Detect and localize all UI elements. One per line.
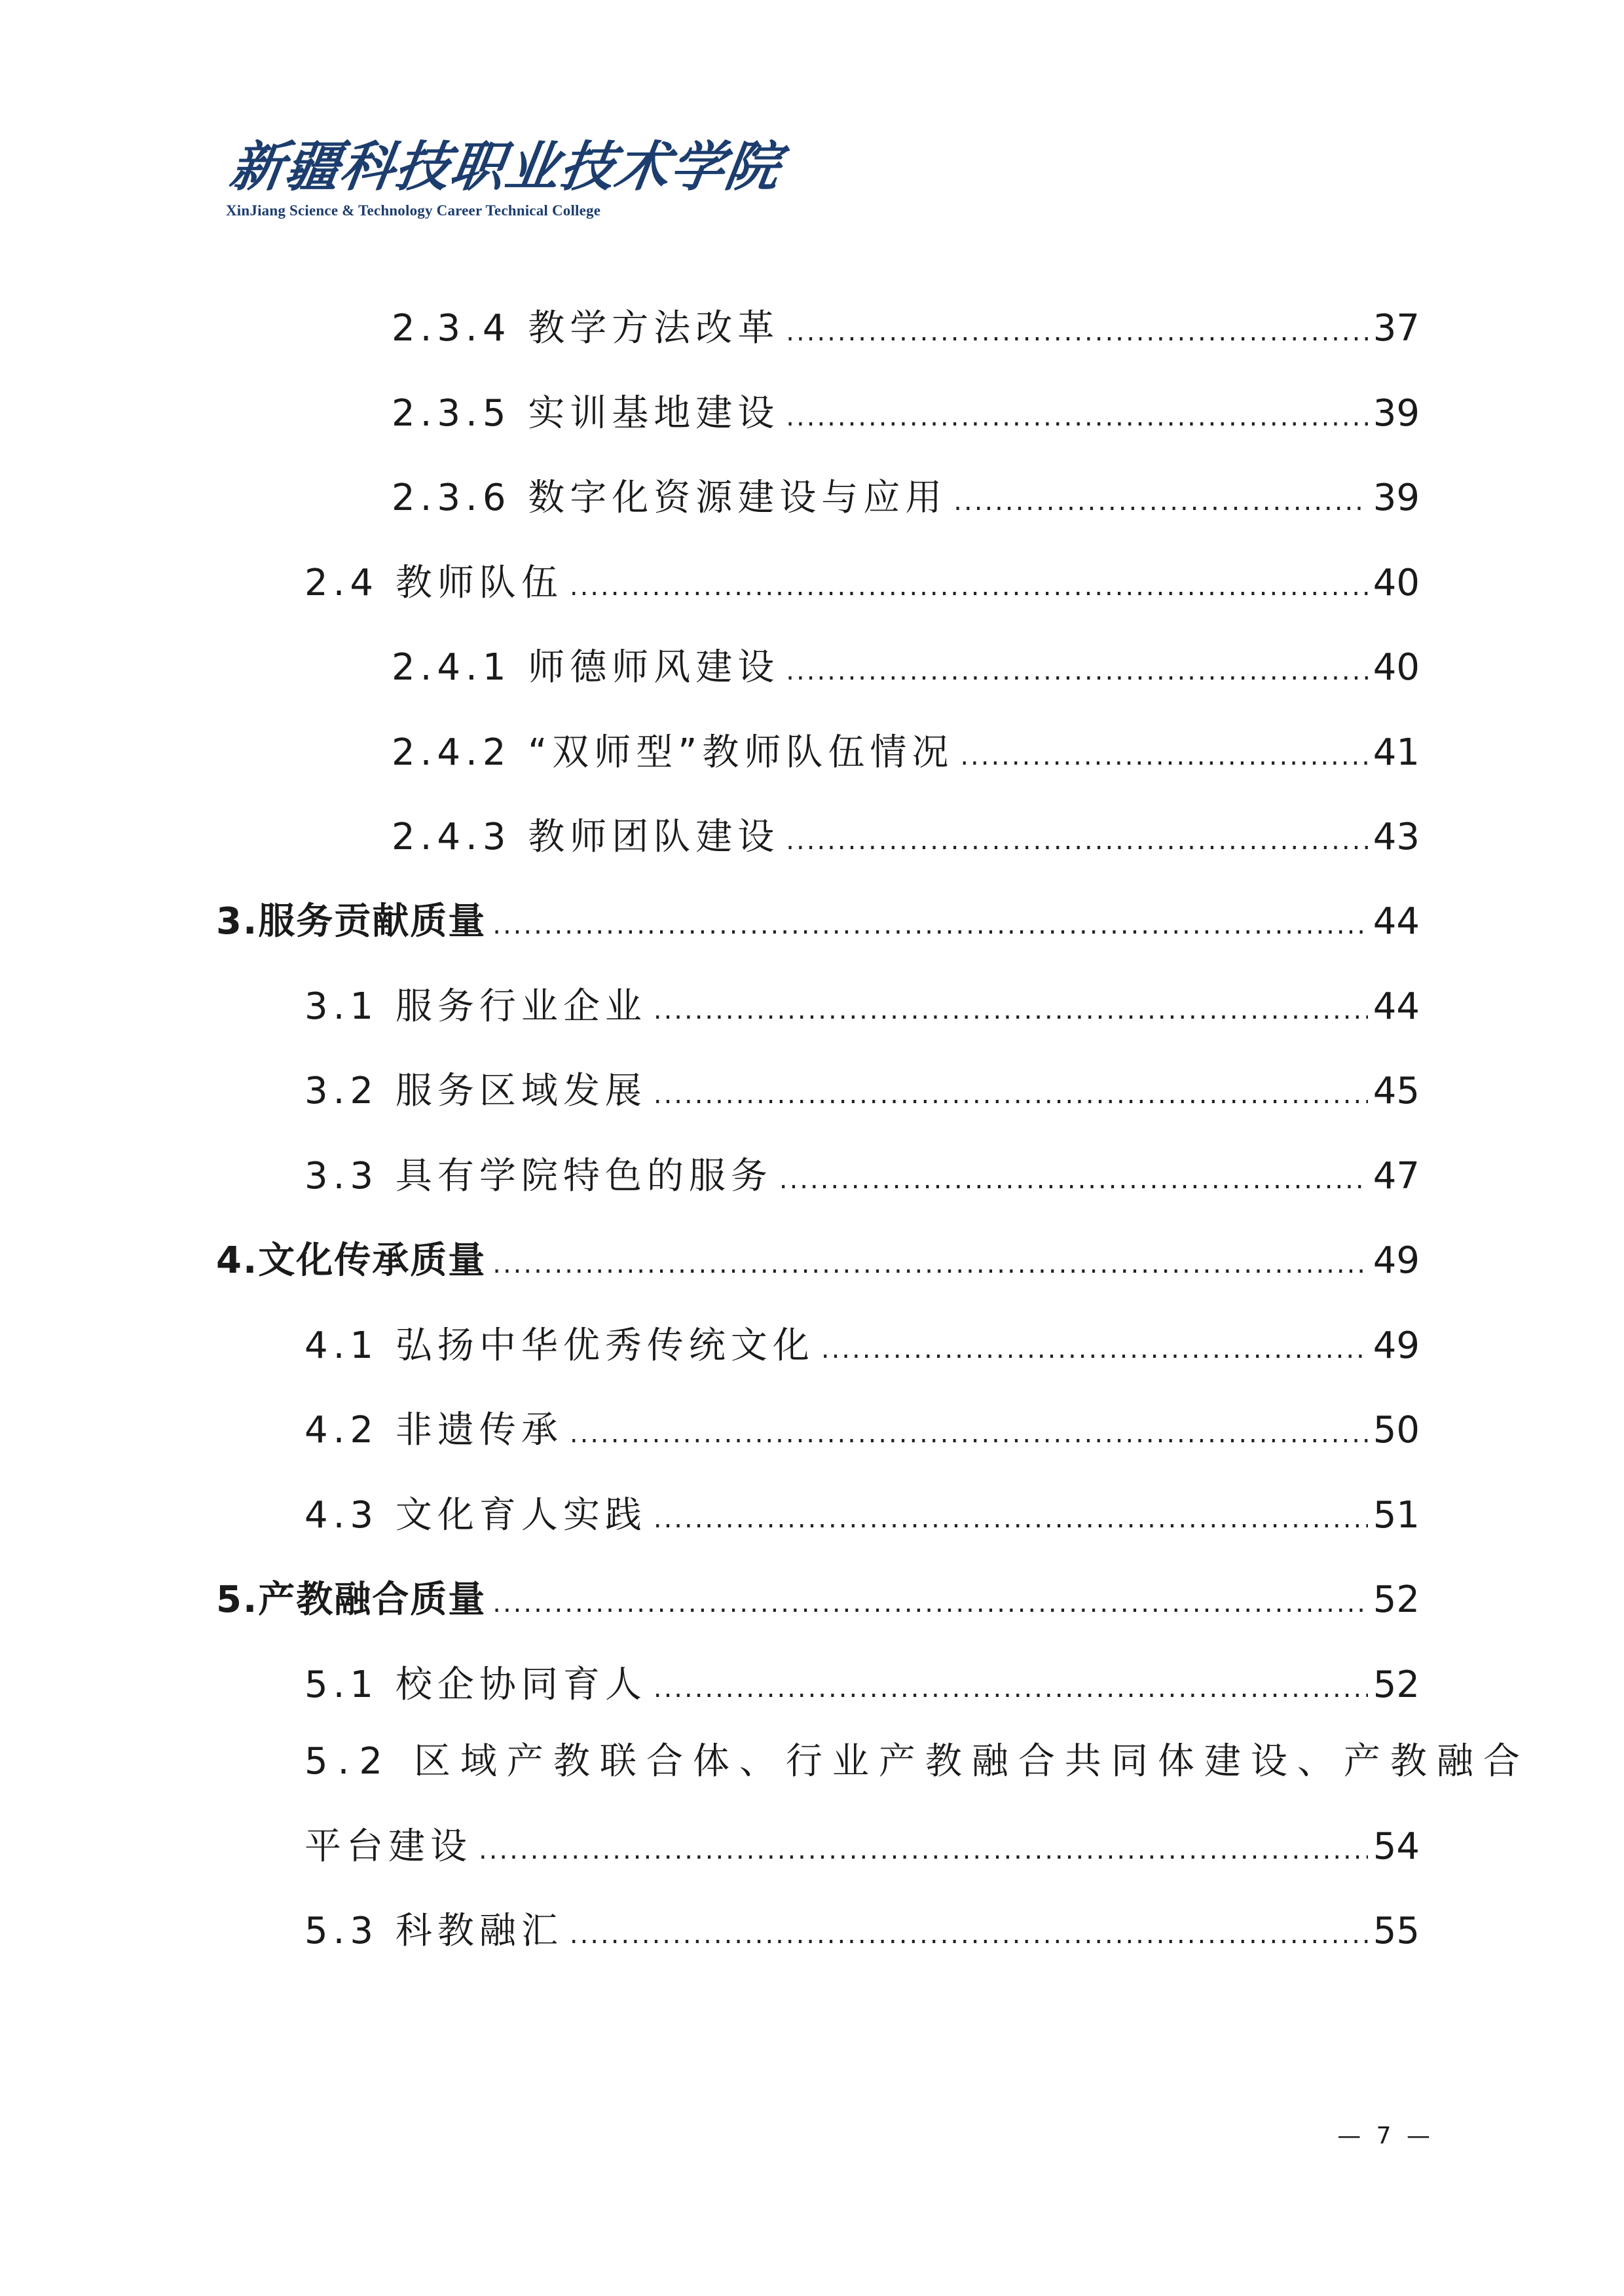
toc-entry-5-2-line-1[interactable]: 5.2 区域产教联合体、行业产教融合共同体建设、产教融合 bbox=[304, 1740, 1530, 1783]
toc-entry-page: 52 bbox=[1373, 1578, 1420, 1621]
toc-leader-dots bbox=[654, 984, 1368, 1036]
toc-entry-2-4-1[interactable] bbox=[392, 642, 1420, 697]
toc-entry-title: 5.3 科教融汇 bbox=[304, 1910, 563, 1952]
toc-entry-title: 2.4.3 教师团队建设 bbox=[392, 816, 780, 858]
toc-entry-page: 44 bbox=[1373, 985, 1420, 1028]
toc-entry-page: 39 bbox=[1373, 392, 1420, 435]
toc-entry-page: 49 bbox=[1373, 1239, 1420, 1282]
toc-leader-dots bbox=[654, 1068, 1368, 1121]
toc-entry-title: 4.1 弘扬中华优秀传统文化 bbox=[304, 1324, 815, 1367]
toc-entry-4-1[interactable] bbox=[304, 1320, 1420, 1376]
toc-entry-3-1[interactable] bbox=[304, 981, 1420, 1036]
toc-entry-title: 2.3.6 数字化资源建设与应用 bbox=[392, 477, 948, 519]
toc-entry-3-3[interactable] bbox=[304, 1150, 1420, 1206]
toc-entry-title: 4.文化传承质量 bbox=[216, 1239, 487, 1282]
toc-entry-title: 5.产教融合质量 bbox=[216, 1578, 487, 1621]
toc-entry-title: 5.1 校企协同育人 bbox=[304, 1664, 647, 1706]
toc-entry-2-3-6[interactable] bbox=[392, 472, 1420, 528]
toc-leader-dots bbox=[786, 391, 1367, 443]
toc-entry-4-2[interactable] bbox=[304, 1404, 1420, 1460]
toc-entry-title: 2.4.2 “双师型”教师队伍情况 bbox=[392, 731, 954, 774]
toc-leader-dots bbox=[654, 1662, 1368, 1715]
toc-entry-page: 37 bbox=[1373, 307, 1420, 350]
toc-entry-page: 44 bbox=[1373, 900, 1420, 943]
toc-entry-page: 47 bbox=[1373, 1155, 1420, 1197]
toc-leader-dots bbox=[654, 1493, 1368, 1545]
toc-entry-3-2[interactable] bbox=[304, 1065, 1420, 1121]
toc-entry-page: 40 bbox=[1373, 646, 1420, 689]
toc-entry-title: 2.3.5 实训基地建设 bbox=[392, 392, 780, 435]
toc-leader-dots bbox=[786, 306, 1367, 358]
toc-leader-dots bbox=[960, 730, 1367, 782]
toc-entry-title: 平台建设 bbox=[304, 1825, 472, 1868]
toc-entry-5[interactable] bbox=[216, 1574, 1420, 1630]
toc-leader-dots bbox=[492, 1238, 1367, 1290]
toc-entry-2-4[interactable] bbox=[304, 557, 1420, 613]
toc-leader-dots bbox=[492, 899, 1367, 951]
toc-entry-page: 52 bbox=[1373, 1664, 1420, 1706]
toc-entry-page: 55 bbox=[1373, 1910, 1420, 1952]
toc-leader-dots bbox=[953, 475, 1367, 528]
toc-entry-title: 2.4.1 师德师风建设 bbox=[392, 646, 780, 689]
toc-entry-page: 39 bbox=[1373, 477, 1420, 519]
toc-entry-title: 3.3 具有学院特色的服务 bbox=[304, 1155, 773, 1197]
toc-entry-2-3-4[interactable] bbox=[392, 302, 1420, 358]
toc-entry-4[interactable] bbox=[216, 1235, 1420, 1290]
toc-entry-title: 3.1 服务行业企业 bbox=[304, 985, 647, 1028]
toc-entry-4-3[interactable] bbox=[304, 1489, 1420, 1545]
toc-leader-dots bbox=[779, 1154, 1368, 1206]
toc-entry-title: 4.2 非遗传承 bbox=[304, 1409, 563, 1451]
toc-entry-page: 54 bbox=[1373, 1825, 1420, 1868]
toc-entry-page: 40 bbox=[1373, 562, 1420, 604]
toc-entry-2-4-2[interactable] bbox=[392, 727, 1420, 782]
toc-leader-dots bbox=[821, 1323, 1368, 1376]
toc-entry-5-2-line-2[interactable] bbox=[304, 1821, 1420, 1876]
toc-entry-5-3[interactable] bbox=[304, 1905, 1420, 1961]
toc-entry-title: 3.服务贡献质量 bbox=[216, 900, 487, 943]
toc-entry-page: 45 bbox=[1373, 1070, 1420, 1112]
toc-entry-page: 49 bbox=[1373, 1324, 1420, 1367]
toc-leader-dots bbox=[786, 814, 1367, 867]
toc-entry-page: 41 bbox=[1373, 731, 1420, 774]
toc-entry-3[interactable] bbox=[216, 896, 1420, 951]
toc-leader-dots bbox=[786, 645, 1367, 697]
toc-leader-dots bbox=[492, 1577, 1367, 1630]
toc-entry-2-4-3[interactable] bbox=[392, 811, 1420, 867]
toc-leader-dots bbox=[570, 1908, 1368, 1961]
page-number: — 7 — bbox=[1337, 2123, 1434, 2149]
toc-entry-page: 43 bbox=[1373, 816, 1420, 858]
toc-entry-title: 2.4 教师队伍 bbox=[304, 562, 563, 604]
toc-leader-dots bbox=[479, 1824, 1368, 1876]
toc-entry-title: 2.3.4 教学方法改革 bbox=[392, 307, 780, 350]
toc-entry-title: 4.3 文化育人实践 bbox=[304, 1494, 647, 1537]
toc-entry-2-3-5[interactable] bbox=[392, 388, 1420, 443]
toc-leader-dots bbox=[570, 1408, 1368, 1460]
toc-entry-title: 3.2 服务区域发展 bbox=[304, 1070, 647, 1112]
toc-leader-dots bbox=[570, 560, 1368, 613]
logo-chinese-name: 新疆科技职业技术学院 bbox=[226, 136, 785, 198]
toc-entry-page: 50 bbox=[1373, 1409, 1420, 1451]
college-logo bbox=[226, 134, 785, 221]
toc-entry-page: 51 bbox=[1373, 1494, 1420, 1537]
toc-entry-5-1[interactable] bbox=[304, 1659, 1420, 1715]
logo-english-name: XinJiang Science & Technology Career Technical College bbox=[226, 202, 601, 219]
